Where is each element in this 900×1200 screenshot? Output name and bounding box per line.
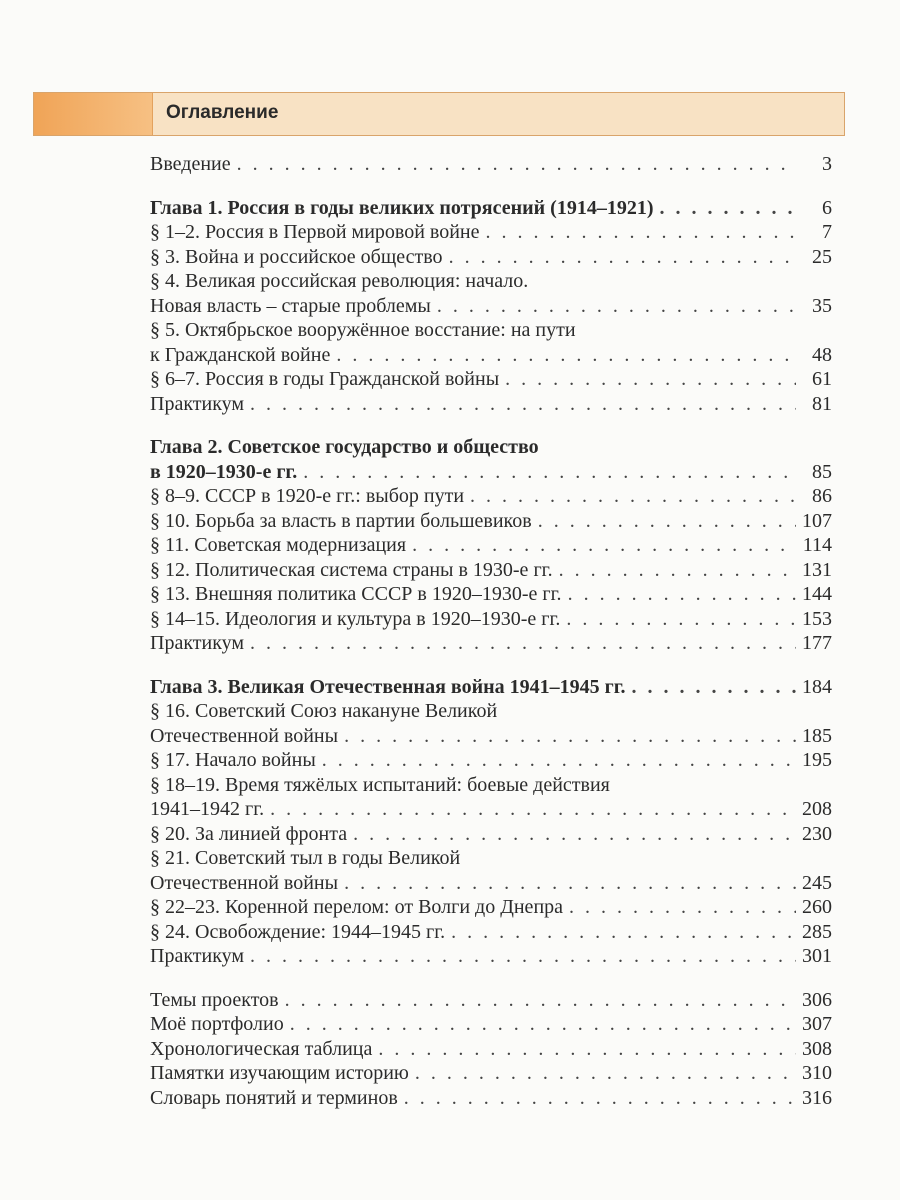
- toc-entry[interactable]: [150, 294, 832, 319]
- toc-entry-label: Практикум: [150, 945, 245, 967]
- dot-leader: [270, 797, 796, 822]
- dot-leader: [470, 484, 796, 509]
- chapter-2-heading-line1[interactable]: Глава 2. Советское государство и общество: [150, 436, 539, 458]
- toc-entry[interactable]: [150, 558, 832, 583]
- toc-entry-first-line[interactable]: § 4. Великая российская революция: начало.: [150, 270, 529, 292]
- chapter-title: Глава 1. Россия в годы великих потрясений (1914–1921): [150, 196, 654, 219]
- toc-entry[interactable]: [150, 607, 832, 632]
- chapter-title: Глава 3. Великая Отечественная война 1941–1945 гг.: [150, 675, 626, 698]
- toc-entry-label: 1941–1942 гг.: [150, 798, 265, 820]
- toc-page-number: 114: [802, 534, 832, 556]
- toc-entry[interactable]: [150, 484, 832, 509]
- toc-entry-label: § 12. Политическая система страны в 1930-е гг.: [150, 558, 553, 581]
- toc-page-number: 245: [802, 871, 832, 894]
- dot-leader: [486, 220, 796, 245]
- toc-page-number: 131: [802, 558, 832, 581]
- toc-entry[interactable]: [150, 920, 832, 945]
- toc-entry[interactable]: [150, 895, 832, 920]
- toc-entry-appendix[interactable]: [150, 1061, 832, 1086]
- toc-page-number: 86: [812, 485, 832, 507]
- dot-leader: [322, 748, 796, 773]
- toc-entry-label: Памятки изучающим историю: [150, 1062, 409, 1084]
- chapter-1-heading[interactable]: [150, 196, 832, 221]
- toc-entry-label: Новая власть – старые проблемы: [150, 294, 431, 317]
- toc-page-number: 308: [802, 1037, 832, 1060]
- toc-page-number: 3: [822, 153, 832, 175]
- toc-page-number: 185: [802, 724, 832, 747]
- dot-leader: [437, 294, 796, 319]
- toc-page-number: 85: [812, 460, 832, 483]
- dot-leader: [415, 1061, 796, 1086]
- toc-entry-appendix[interactable]: [150, 1037, 832, 1062]
- dot-leader: [353, 822, 796, 847]
- toc-entry-intro[interactable]: [150, 152, 832, 177]
- toc-entry[interactable]: [150, 724, 832, 749]
- toc-entry-label: Введение: [150, 153, 231, 175]
- dot-leader: [378, 1037, 796, 1062]
- dot-leader: [404, 1086, 796, 1111]
- toc-entry-first-line[interactable]: § 21. Советский тыл в годы Великой: [150, 847, 461, 869]
- toc-entry-label: § 10. Борьба за власть в партии большевиков: [150, 509, 532, 532]
- toc-page-number: 306: [802, 988, 832, 1011]
- dot-leader: [569, 895, 796, 920]
- chapter-3-heading[interactable]: [150, 675, 832, 700]
- toc-entry[interactable]: [150, 245, 832, 270]
- toc-entry-appendix[interactable]: [150, 1086, 832, 1111]
- toc-entry-label: § 24. Освобождение: 1944–1945 гг.: [150, 920, 446, 943]
- toc-entry-label: § 1–2. Россия в Первой мировой войне: [150, 221, 480, 243]
- dot-leader: [250, 944, 796, 969]
- dot-leader: [344, 871, 796, 896]
- dot-leader: [559, 558, 796, 583]
- toc-page-number: 81: [812, 392, 832, 415]
- toc-entry[interactable]: [150, 343, 832, 368]
- toc-page-number: 208: [802, 798, 832, 820]
- dot-leader: [568, 582, 796, 607]
- dot-leader: [290, 1012, 796, 1037]
- dot-leader: [451, 920, 796, 945]
- toc-entry-label: Практикум: [150, 632, 245, 654]
- toc-entry[interactable]: [150, 582, 832, 607]
- toc-entry[interactable]: [150, 509, 832, 534]
- toc-page-number: 260: [802, 896, 832, 918]
- dot-leader: [505, 367, 796, 392]
- toc-page-number: 35: [812, 294, 832, 317]
- toc-entry-label: Практикум: [150, 392, 245, 415]
- dot-leader: [659, 196, 796, 221]
- toc-page-number: 285: [802, 920, 832, 943]
- toc-entry[interactable]: [150, 797, 832, 822]
- toc-entry[interactable]: [150, 748, 832, 773]
- dot-leader: [344, 724, 796, 749]
- toc-entry-first-line[interactable]: § 5. Октябрьское вооружённое восстание: на пути: [150, 319, 576, 341]
- toc-entry-label: Моё портфолио: [150, 1013, 284, 1035]
- toc-entry-label: к Гражданской войне: [150, 343, 331, 366]
- toc-page-number: 230: [802, 822, 832, 845]
- toc-entry-label: § 14–15. Идеология и культура в 1920–1930-е гг.: [150, 607, 561, 630]
- toc-entry-label: § 22–23. Коренной перелом: от Волги до Днепра: [150, 896, 564, 918]
- toc-entry[interactable]: [150, 871, 832, 896]
- toc-page-number: 177: [802, 632, 832, 654]
- toc-entry-first-line[interactable]: § 16. Советский Союз накануне Великой: [150, 700, 498, 722]
- toc-entry-practicum[interactable]: [150, 392, 832, 417]
- toc-page-number: 307: [802, 1013, 832, 1035]
- toc-entry-label: Хронологическая таблица: [150, 1037, 373, 1060]
- toc-page-number: 107: [802, 509, 832, 532]
- toc-page-number: 25: [812, 245, 832, 268]
- toc-entry-label: § 17. Начало войны: [150, 749, 316, 771]
- toc-page-number: 6: [822, 196, 832, 219]
- toc-page-number: 153: [802, 607, 832, 630]
- dot-leader: [566, 607, 796, 632]
- header-accent-block: [34, 93, 153, 135]
- toc-entry-label: § 13. Внешняя политика СССР в 1920–1930-е гг.: [150, 583, 562, 605]
- dot-leader: [538, 509, 796, 534]
- toc-entry[interactable]: [150, 367, 832, 392]
- toc-entry-label: § 20. За линией фронта: [150, 822, 348, 845]
- toc-page-number: 301: [802, 945, 832, 967]
- dot-leader: [237, 152, 796, 177]
- toc-page-number: 184: [802, 675, 832, 698]
- toc-entry-label: Темы проектов: [150, 988, 279, 1011]
- toc-entry-label: Отечественной войны: [150, 871, 339, 894]
- dot-leader: [250, 392, 796, 417]
- toc-page-number: 7: [822, 221, 832, 243]
- toc-entry[interactable]: [150, 822, 832, 847]
- toc-entry-practicum[interactable]: [150, 631, 832, 656]
- section-header-bar: [33, 92, 845, 136]
- table-of-contents: [150, 152, 832, 1110]
- toc-entry-appendix[interactable]: [150, 988, 832, 1013]
- dot-leader: [250, 631, 796, 656]
- dot-leader: [336, 343, 796, 368]
- dot-leader: [632, 675, 796, 700]
- toc-entry-label: § 8–9. СССР в 1920-е гг.: выбор пути: [150, 485, 465, 507]
- toc-entry-first-line[interactable]: § 18–19. Время тяжёлых испытаний: боевые действия: [150, 773, 610, 796]
- toc-entry[interactable]: [150, 220, 832, 245]
- chapter-title: в 1920–1930-е гг.: [150, 460, 298, 483]
- toc-page-number: 195: [802, 749, 832, 771]
- dot-leader: [412, 533, 796, 558]
- dot-leader: [285, 988, 796, 1013]
- toc-entry-appendix[interactable]: [150, 1012, 832, 1037]
- toc-entry-label: Словарь понятий и терминов: [150, 1086, 398, 1109]
- toc-page-number: 61: [812, 368, 832, 390]
- dot-leader: [303, 460, 796, 485]
- toc-entry-label: Отечественной войны: [150, 724, 339, 747]
- dot-leader: [449, 245, 796, 270]
- toc-page-number: 48: [812, 343, 832, 366]
- toc-entry-practicum[interactable]: [150, 944, 832, 969]
- toc-entry-label: § 3. Война и российское общество: [150, 245, 443, 268]
- page-title: Оглавление: [166, 102, 279, 123]
- toc-page-number: 310: [802, 1062, 832, 1084]
- toc-entry-label: § 11. Советская модернизация: [150, 534, 407, 556]
- toc-entry[interactable]: [150, 533, 832, 558]
- toc-entry-label: § 6–7. Россия в годы Гражданской войны: [150, 368, 500, 390]
- chapter-2-heading[interactable]: [150, 460, 832, 485]
- toc-page-number: 144: [802, 583, 832, 605]
- toc-page-number: 316: [802, 1086, 832, 1109]
